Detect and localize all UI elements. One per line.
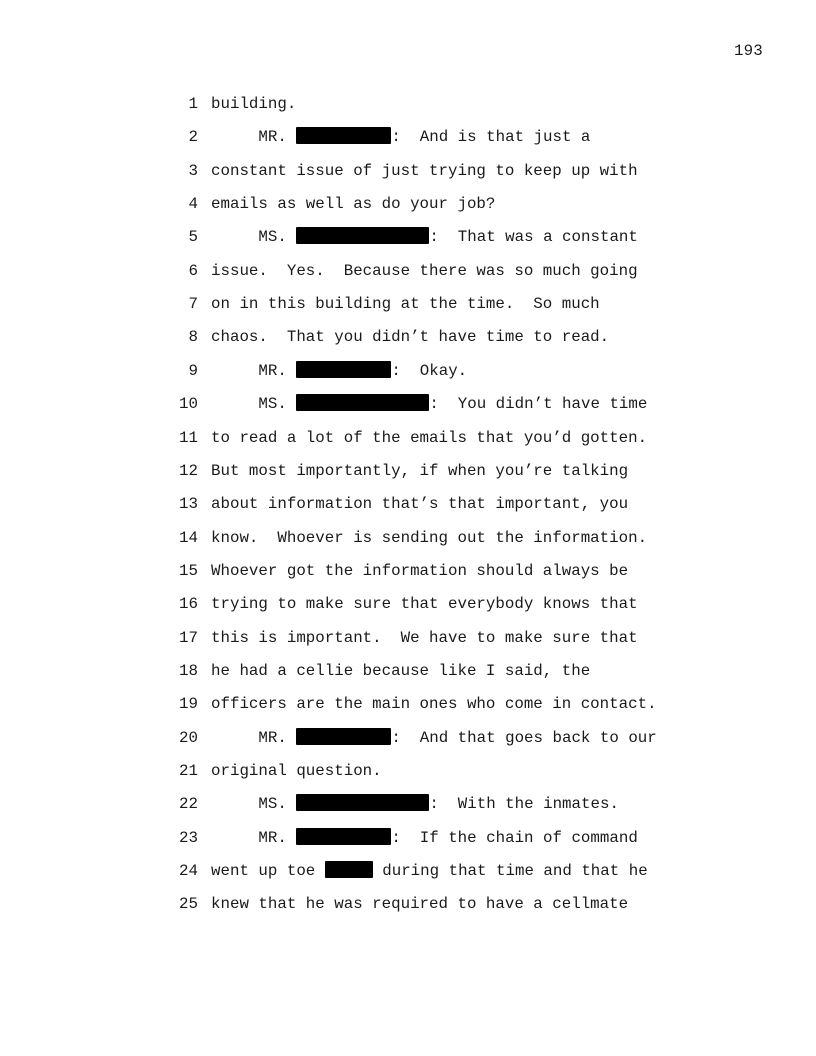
line-text <box>211 92 296 116</box>
line-text <box>211 692 657 716</box>
line-text <box>211 325 609 349</box>
line-text-segment: : And is that just a <box>391 128 591 147</box>
line-number: 19 <box>179 695 198 714</box>
redaction-box <box>296 361 391 378</box>
line-text-segment: about information that’s that important, you <box>211 495 629 514</box>
line-text-segment: know. Whoever is sending out the information. <box>211 528 648 547</box>
line-text <box>211 292 600 316</box>
line-number: 17 <box>179 628 198 647</box>
line-text-segment: went up toe <box>211 862 325 881</box>
line-text <box>211 426 647 450</box>
line-number: 5 <box>188 228 198 247</box>
line-number: 14 <box>179 528 198 547</box>
line-number: 13 <box>179 495 198 514</box>
redaction-box <box>296 728 391 745</box>
line-text-segment: MR. <box>211 128 297 147</box>
line-number: 23 <box>179 828 198 847</box>
redaction-box <box>325 861 373 878</box>
line-text <box>211 559 628 583</box>
line-text-segment: during that time and that he <box>372 862 648 881</box>
line-text-segment: building. <box>211 95 297 113</box>
line-number: 8 <box>188 328 198 347</box>
line-text-segment: : If the chain of command <box>391 828 638 847</box>
line-text <box>211 726 657 750</box>
line-text-segment: original question. <box>211 762 382 780</box>
line-text-segment: to read a lot of the emails that you’d gotten. <box>211 428 648 447</box>
line-number: 11 <box>179 428 198 447</box>
redaction-box <box>296 227 429 244</box>
line-text-segment: : With the inmates. <box>429 795 619 814</box>
redaction-box <box>296 828 391 845</box>
line-text <box>211 225 638 249</box>
line-number: 21 <box>179 762 198 780</box>
line-text-segment: he had a cellie because like I said, the <box>211 661 591 680</box>
line-text <box>211 192 495 216</box>
line-number: 9 <box>188 361 198 380</box>
line-text-segment: constant issue of just trying to keep up with <box>211 161 638 180</box>
line-text-segment: trying to make sure that everybody knows that <box>211 595 638 614</box>
line-text-segment: issue. Yes. Because there was so much going <box>211 261 638 280</box>
line-number: 15 <box>179 561 198 580</box>
line-number: 16 <box>179 595 198 614</box>
line-text <box>211 359 467 383</box>
line-text-segment: knew that he was required to have a cellmate <box>211 895 629 914</box>
line-number: 24 <box>179 862 198 881</box>
line-text <box>211 125 590 149</box>
line-number: 18 <box>179 661 198 680</box>
line-text <box>211 459 628 483</box>
line-text <box>211 592 638 616</box>
line-text-segment: MR. <box>211 828 297 847</box>
redaction-box <box>296 394 429 411</box>
line-text-segment: MS. <box>211 795 297 814</box>
line-text-segment: : That was a constant <box>429 228 638 247</box>
redaction-box <box>296 794 429 811</box>
line-number: 22 <box>179 795 198 814</box>
line-text <box>211 659 590 683</box>
line-text <box>211 626 638 650</box>
line-text-segment: officers are the main ones who come in contact. <box>211 695 657 714</box>
line-text-segment: MS. <box>211 395 297 414</box>
redaction-box <box>296 127 391 144</box>
line-text-segment: on in this building at the time. So much <box>211 295 600 314</box>
line-text <box>211 759 382 783</box>
line-text-segment: But most importantly, if when you’re talking <box>211 461 629 480</box>
line-number: 7 <box>188 295 198 314</box>
line-text-segment: Whoever got the information should always be <box>211 561 629 580</box>
line-number: 10 <box>179 395 198 414</box>
line-text <box>211 526 647 550</box>
line-text-segment: chaos. That you didn’t have time to read. <box>211 328 610 347</box>
line-number: 25 <box>179 895 198 914</box>
line-number: 3 <box>188 161 198 180</box>
line-text-segment: MR. <box>211 361 297 380</box>
line-number: 1 <box>188 95 198 113</box>
line-number: 20 <box>179 728 198 747</box>
line-number: 6 <box>188 261 198 280</box>
line-text <box>211 159 638 183</box>
line-text-segment: this is important. We have to make sure that <box>211 628 638 647</box>
line-text-segment: : You didn’t have time <box>429 395 648 414</box>
line-text-segment: : Okay. <box>391 361 468 380</box>
line-text <box>211 259 638 283</box>
line-text-segment: MS. <box>211 228 297 247</box>
line-number: 2 <box>188 128 198 147</box>
line-text <box>211 792 619 816</box>
line-text <box>211 859 648 883</box>
line-text-segment: : And that goes back to our <box>391 728 657 747</box>
line-text <box>211 392 647 416</box>
line-text-segment: MR. <box>211 728 297 747</box>
line-number: 12 <box>179 461 198 480</box>
line-text <box>211 826 638 850</box>
line-number: 4 <box>188 195 198 214</box>
page-number: 193 <box>733 42 763 60</box>
line-text <box>211 492 628 516</box>
line-text <box>211 892 628 916</box>
line-text-segment: emails as well as do your job? <box>211 195 496 214</box>
